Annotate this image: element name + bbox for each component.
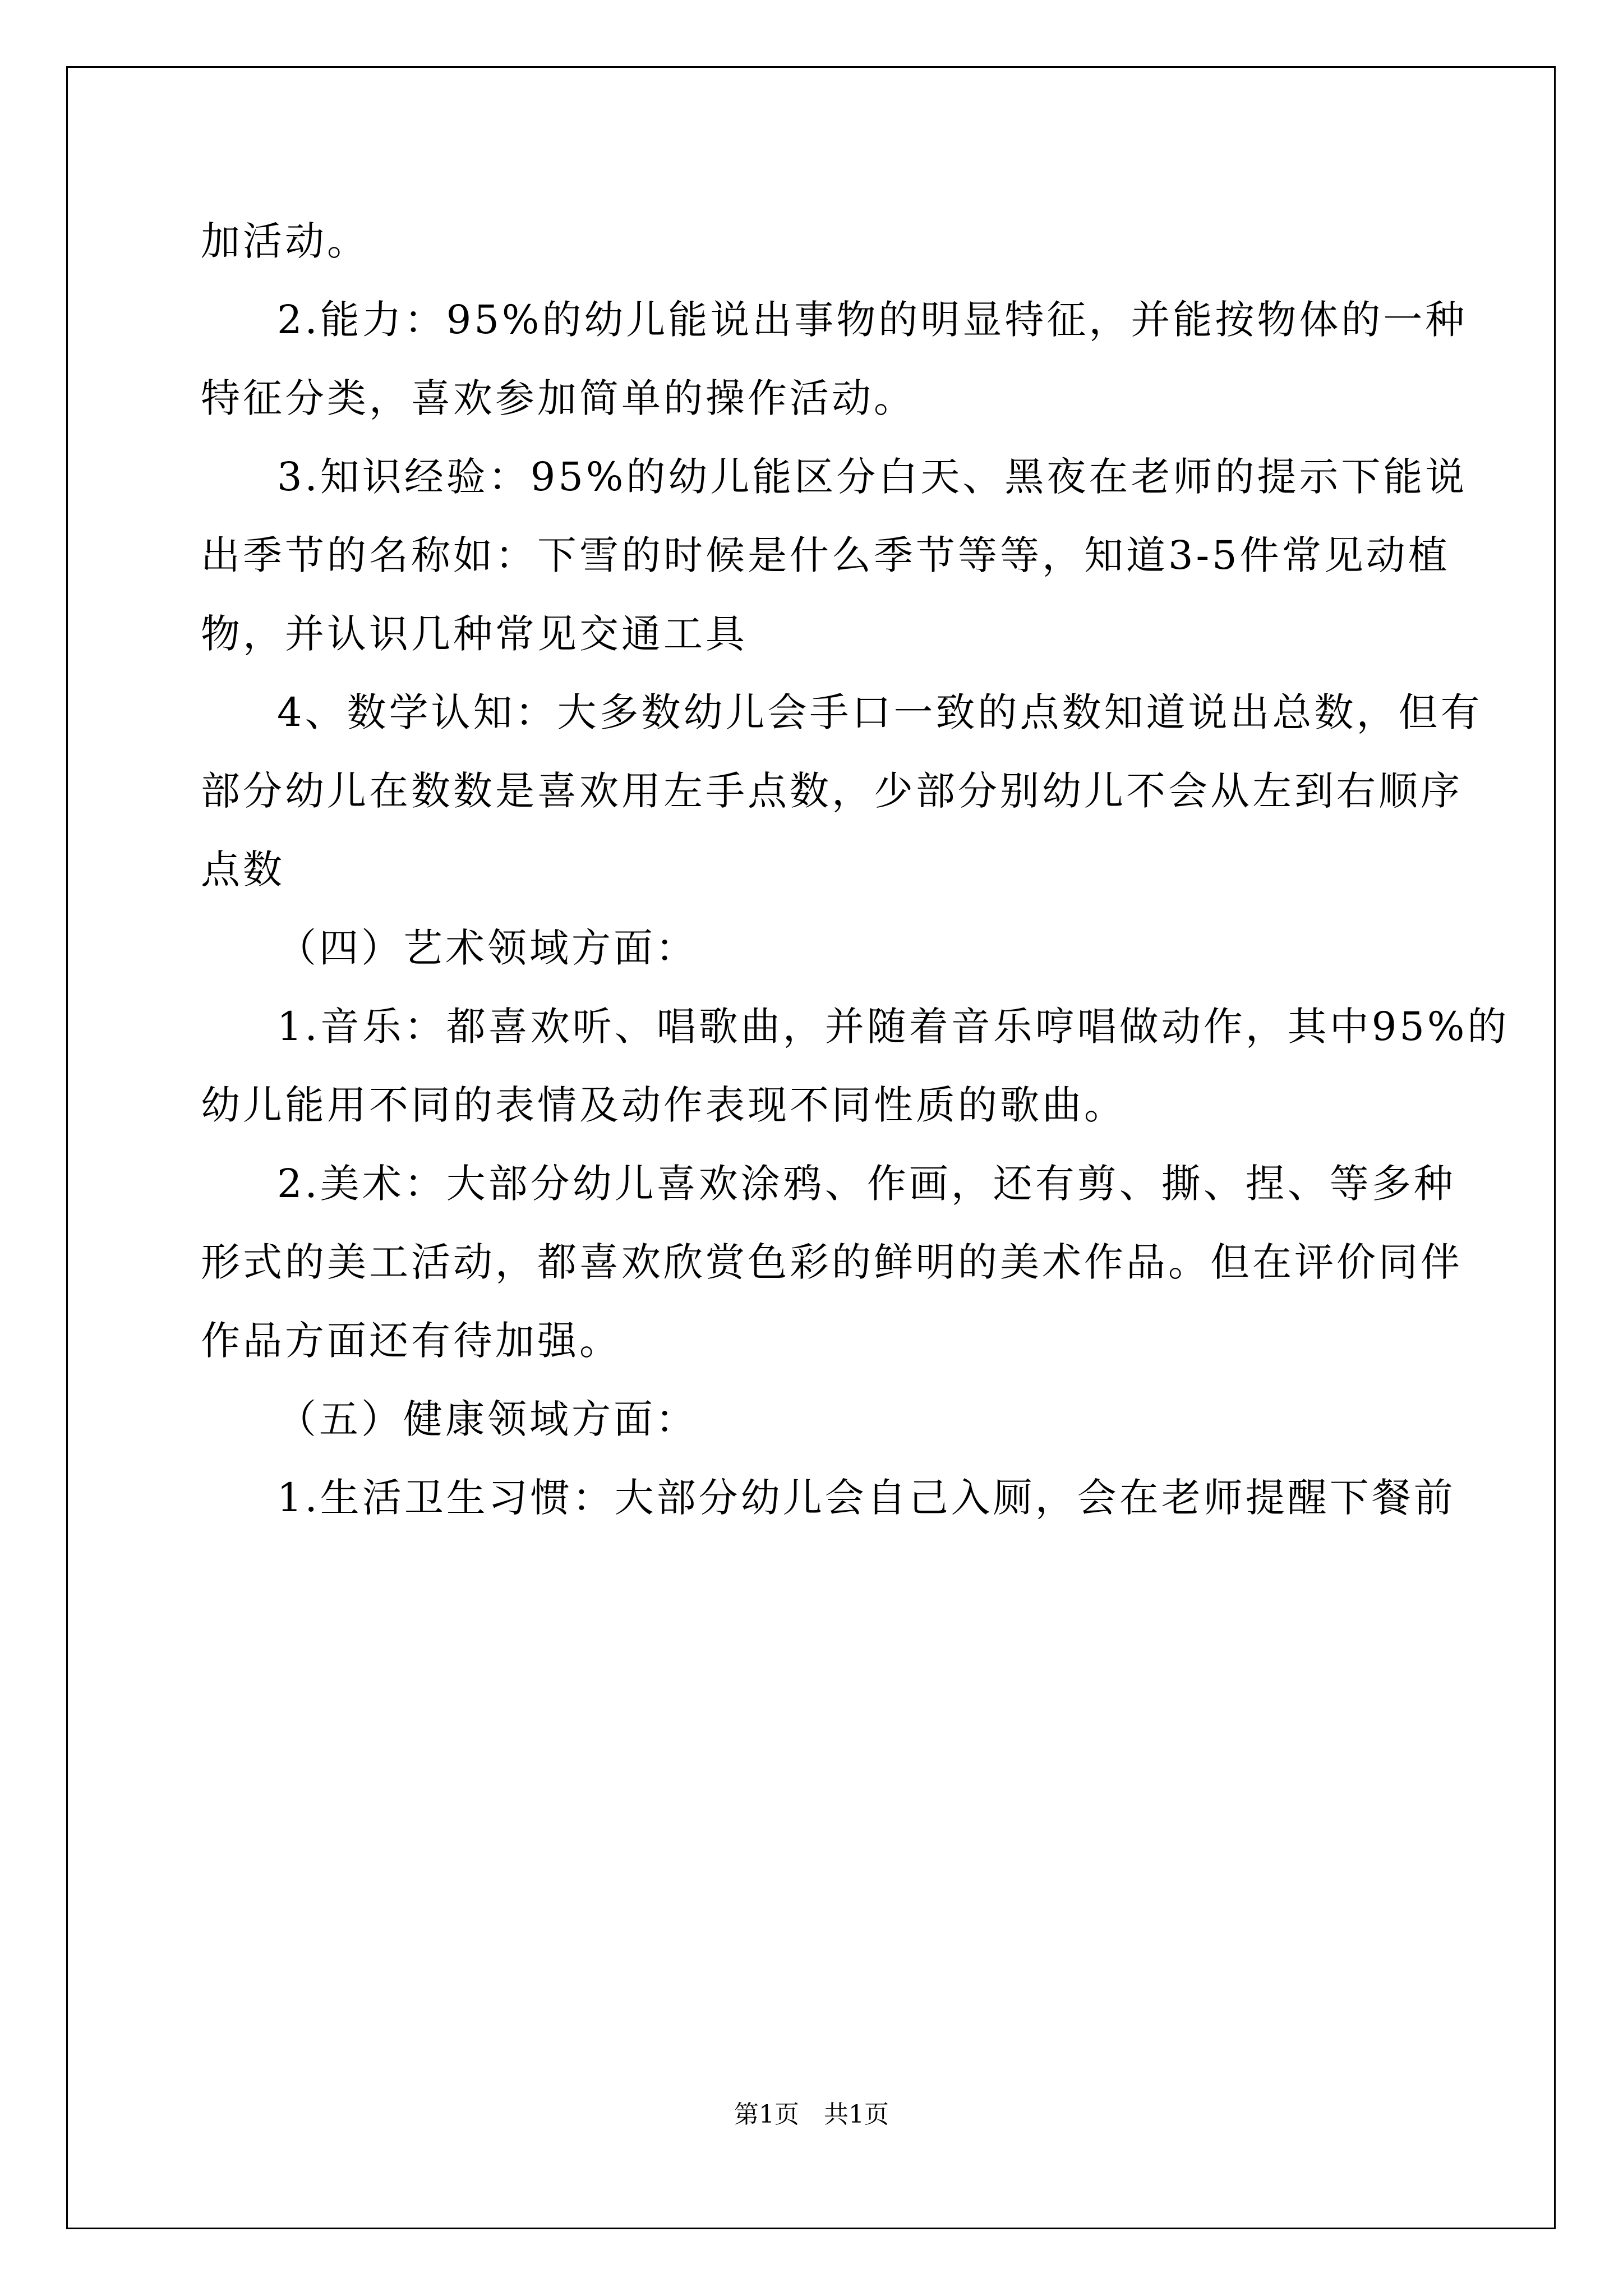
text-line: 4、数学认知：大多数幼儿会手口一致的点数知道说出总数，但有 — [277, 689, 1483, 735]
text-line: 点数 — [201, 846, 285, 892]
text-line: 作品方面还有待加强。 — [201, 1318, 621, 1364]
text-line: 2.美术：大部分幼儿喜欢涂鸦、作画，还有剪、撕、捏、等多种 — [277, 1161, 1456, 1207]
text-line: 物，并认识几种常见交通工具 — [201, 611, 748, 657]
text-line: 3.知识经验：95%的幼儿能区分白天、黑夜在老师的提示下能说 — [277, 454, 1468, 500]
text-line: 出季节的名称如：下雪的时候是什么季节等等，知道3-5件常见动植 — [201, 532, 1450, 578]
text-line: 1.生活卫生习惯：大部分幼儿会自己入厕，会在老师提醒下餐前 — [277, 1475, 1456, 1521]
section-heading: （四）艺术领域方面： — [277, 925, 698, 971]
page-number-footer: 第1页 共1页 — [734, 2100, 889, 2129]
text-line: 特征分类，喜欢参加简单的操作活动。 — [201, 375, 916, 421]
text-line: 2.能力：95%的幼儿能说出事物的明显特征，并能按物体的一种 — [277, 297, 1468, 343]
text-line: 幼儿能用不同的表情及动作表现不同性质的歌曲。 — [201, 1082, 1126, 1128]
text-line: 1.音乐：都喜欢听、唱歌曲，并随着音乐哼唱做动作，其中95%的 — [277, 1004, 1510, 1050]
text-line: 部分幼儿在数数是喜欢用左手点数，少部分别幼儿不会从左到右顺序 — [201, 768, 1463, 814]
text-line: 形式的美工活动，都喜欢欣赏色彩的鲜明的美术作品。但在评价同伴 — [201, 1239, 1463, 1285]
section-heading: （五）健康领域方面： — [277, 1396, 698, 1442]
text-line: 加活动。 — [201, 218, 369, 264]
